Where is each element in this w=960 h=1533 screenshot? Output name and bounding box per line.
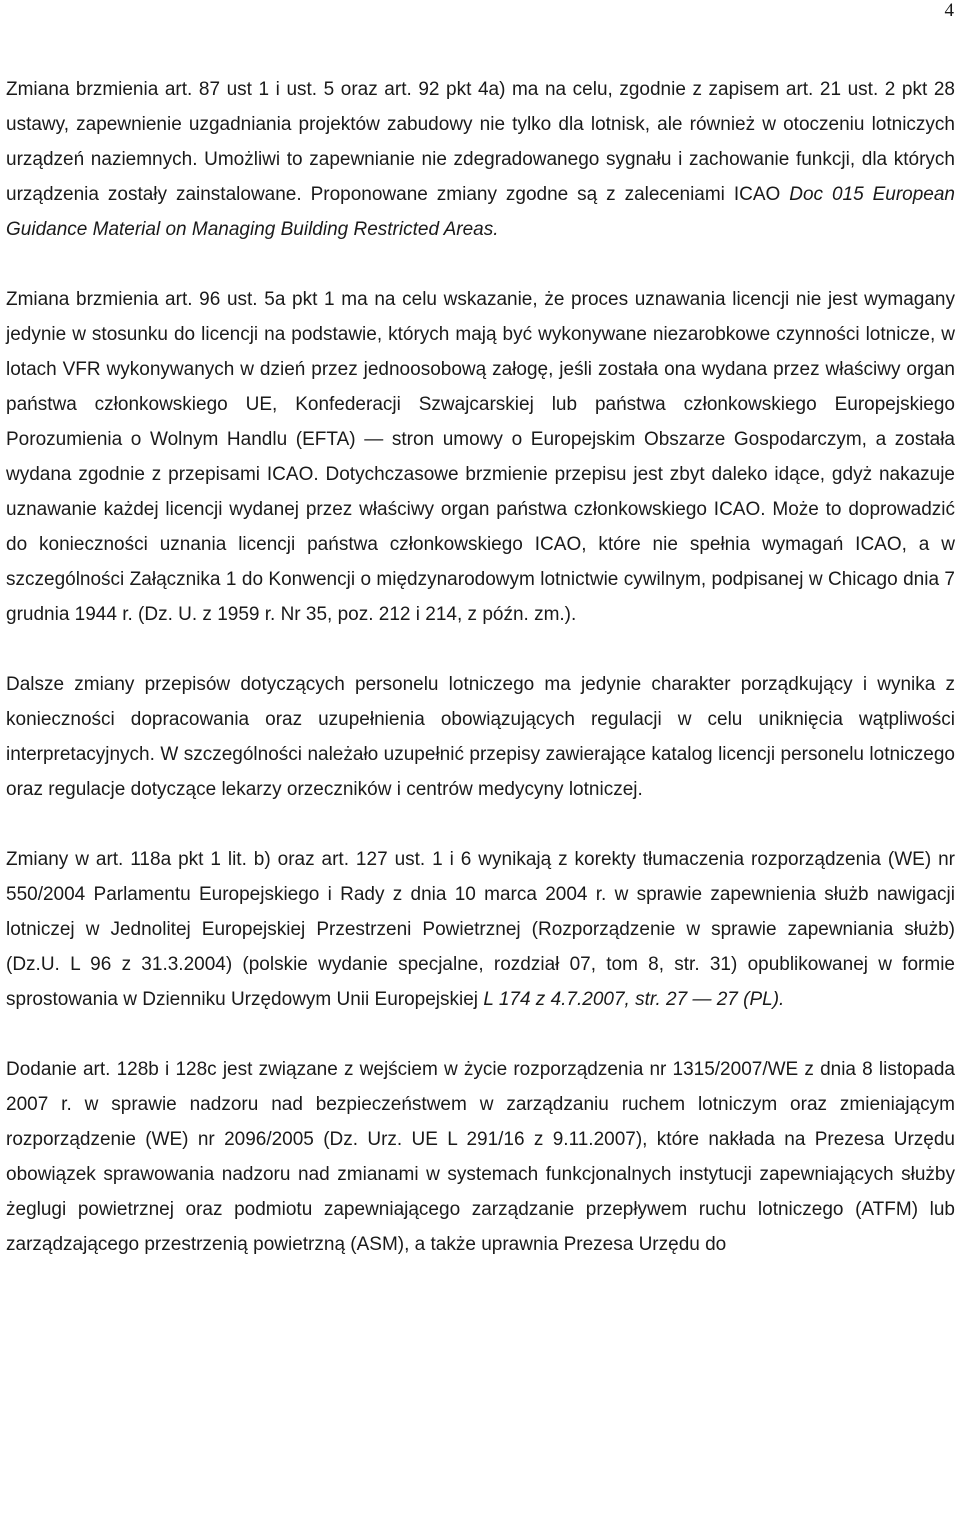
paragraph-text: Dodanie art. 128b i 128c jest związane z wejściem w życie rozporządzenia nr 1315/2007/WE z dnia 8 listopada 2007 r. w sprawie nadzoru nad bezpieczeństwem w zarządzaniu ruchem lotniczym oraz zmieniającym rozporządzenie (WE) nr 2096/2005 (Dz. Urz. UE L 291/16 z 9.11.2007), które nakłada na Prezesa Urzędu obowiązek sprawowania nadzoru nad zmianami w systemach funkcjonalnych instytucji zapewniających służby żeglugi powietrznej oraz podmiotu zapewniającego zarządzanie przepływem ruchu lotniczego (ATFM) lub zarządzającego przestrzenią powietrzną (ASM), a także uprawnia Prezesa Urzędu do [6, 1059, 955, 1255]
paragraph-art-118a [6, 842, 955, 1017]
paragraph-text: Zmiana brzmienia art. 87 ust 1 i ust. 5 oraz art. 92 pkt 4a) ma na celu, zgodnie z zapisem art. 21 ust. 2 pkt 28 ustawy, zapewnienie uzgadniania projektów zabudowy nie tylko dla lotnisk, ale również w otoczeniu lotniczych urządzeń naziemnych. Umożliwi to zapewnianie nie zdegradowanego sygnału i zachowanie funkcji, dla których urządzenia zostały zainstalowane. Proponowane zmiany zgodne są z zaleceniami ICAO [6, 79, 955, 205]
paragraph-text: Dalsze zmiany przepisów dotyczących personelu lotniczego ma jedynie charakter porządkujący i wynika z konieczności dopracowania oraz uzupełnienia obowiązujących regulacji w celu uniknięcia wątpliwości interpretacyjnych. W szczególności należało uzupełnić przepisy zawierające katalog licencji personelu lotniczego oraz regulacje dotyczące lekarzy orzeczników i centrów medycyny lotniczej. [6, 674, 955, 800]
paragraph-art-128b [6, 1052, 955, 1262]
paragraph-italic-reference: Doc 015 European Guidance Material on Managing Building Restricted Areas. [6, 184, 955, 240]
paragraph-art-87 [6, 72, 955, 247]
paragraph-italic-reference: L 174 z 4.7.2007, str. 27 — 27 (PL). [483, 989, 785, 1010]
document-body [6, 72, 955, 1262]
page-number: 4 [944, 0, 954, 21]
paragraph-text: Zmiana brzmienia art. 96 ust. 5a pkt 1 ma na celu wskazanie, że proces uznawania licencji nie jest wymagany jedynie w stosunku do licencji na podstawie, których mają być wykonywane niezarobkowe czynności lotnicze, w lotach VFR wykonywanych w dzień przez jednoosobową załogę, jeśli została ona wydana przez właściwy organ państwa członkowskiego UE, Konfederacji Szwajcarskiej lub państwa członkowskiego Europejskiego Porozumienia o Wolnym Handlu (EFTA) — stron umowy o Europejskim Obszarze Gospodarczym, a została wydana zgodnie z przepisami ICAO. Dotychczasowe brzmienie przepisu jest zbyt daleko idące, gdyż nakazuje uznawanie każdej licencji wydanej przez właściwy organ państwa członkowskiego ICAO. Może to doprowadzić do konieczności uznania licencji państwa członkowskiego ICAO, które nie spełnia wymagań ICAO, a w szczególności Załącznika 1 do Konwencji o międzynarodowym lotnictwie cywilnym, podpisanej w Chicago dnia 7 grudnia 1944 r. (Dz. U. z 1959 r. Nr 35, poz. 212 i 214, z późn. zm.). [6, 289, 955, 625]
paragraph-personnel [6, 667, 955, 807]
paragraph-art-96 [6, 282, 955, 632]
paragraph-text: Zmiany w art. 118a pkt 1 lit. b) oraz art. 127 ust. 1 i 6 wynikają z korekty tłumaczenia rozporządzenia (WE) nr 550/2004 Parlamentu Europejskiego i Rady z dnia 10 marca 2004 r. w sprawie zapewnienia służb nawigacji lotniczej w Jednolitej Europejskiej Przestrzeni Powietrznej (Rozporządzenie w sprawie zapewniania służb) (Dz.U. L 96 z 31.3.2004) (polskie wydanie specjalne, rozdział 07, tom 8, str. 31) opublikowanej w formie sprostowania w Dzienniku Urzędowym Unii Europejskiej [6, 849, 955, 1010]
